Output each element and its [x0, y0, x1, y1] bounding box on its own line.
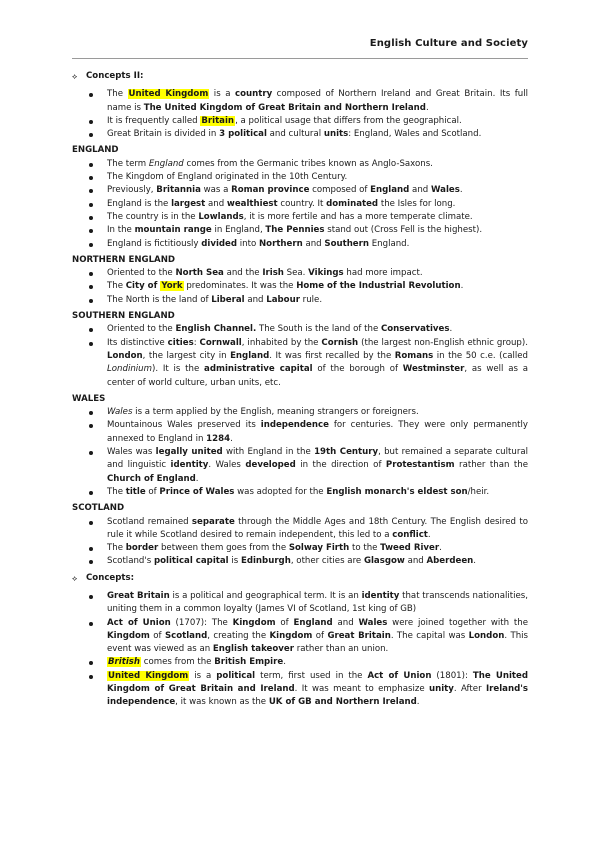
concepts-ii-heading-text: Concepts II:	[86, 71, 144, 81]
list-item: England is fictitiously divided into Northern and Southern England.	[107, 238, 528, 251]
list-item: Scotland remained separate through the Middle Ages and 18th Century. The English desired to rule it while Scotland desired to remain independent, this led to a conflict.	[107, 516, 528, 543]
list-item: Great Britain is divided in 3 political and cultural units: England, Wales and Scotland.	[107, 128, 528, 141]
england-list	[72, 158, 528, 251]
list-item: Wales was legally united with England in the 19th Century, but remained a separate cultural and linguistic identity. Wales developed in the direction of Protestantism rather than the Church of England.	[107, 446, 528, 486]
northern-england-heading: NORTHERN ENGLAND	[72, 254, 176, 265]
list-item: Oriented to the North Sea and the Irish Sea. Vikings had more impact.	[107, 267, 528, 280]
list-item: The City of York predominates. It was the Home of the Industrial Revolution.	[107, 280, 528, 293]
list-item: Scotland's political capital is Edinburgh, other cities are Glasgow and Aberdeen.	[107, 555, 528, 568]
list-item: The Kingdom of England originated in the 10th Century.	[107, 171, 528, 184]
concepts-ii-list	[72, 88, 528, 141]
list-item: Its distinctive cities: Cornwall, inhabited by the Cornish (the largest non-English ethnic group). London, the largest city in England. It was first recalled by the Romans in the 50 c.e. (called Londinium). It is the administrative capital of the borough of Westminster, as well as a center of world culture, urban units, etc.	[107, 337, 528, 390]
diamond-bullet-icon: ⟡	[72, 573, 78, 583]
list-item: The term England comes from the Germanic tribes known as Anglo-Saxons.	[107, 158, 528, 171]
list-item: Act of Union (1707): The Kingdom of England and Wales were joined together with the Kingdom of Scotland, creating the Kingdom of Great Britain. The capital was London. This event was viewed as an English takeover rather than an union.	[107, 617, 528, 657]
northern-england-list	[72, 267, 528, 307]
list-item: The border between them goes from the Solway Firth to the Tweed River.	[107, 542, 528, 555]
wales-heading: WALES	[72, 393, 106, 404]
document-body	[72, 70, 528, 710]
diamond-bullet-icon: ⟡	[72, 72, 78, 81]
highlight: Britain	[201, 115, 235, 126]
southern-england-heading: SOUTHERN ENGLAND	[72, 311, 175, 322]
list-item: The United Kingdom is a country composed of Northern Ireland and Great Britain. Its full name is The United Kingdom of Great Britain and Northern Ireland.	[107, 88, 528, 115]
header-divider	[72, 58, 528, 59]
list-item: British comes from the British Empire.	[107, 656, 528, 669]
list-item: Great Britain is a political and geographical term. It is an identity that transcends nationalities, uniting them in a common loyalty (James VI of Scotland, 1st king of GB)	[107, 590, 528, 617]
highlight: York	[161, 281, 183, 292]
list-item: Oriented to the English Channel. The South is the land of the Conservatives.	[107, 323, 528, 336]
highlight: British	[108, 657, 141, 668]
list-item: The North is the land of Liberal and Labour rule.	[107, 294, 528, 307]
concepts-ii-heading	[72, 70, 528, 83]
list-item: In the mountain range in England, The Pennies stand out (Cross Fell is the highest).	[107, 224, 528, 237]
scotland-heading: SCOTLAND	[72, 503, 125, 514]
list-item: United Kingdom is a political term, first used in the Act of Union (1801): The United Kingdom of Great Britain and Ireland. It was meant to emphasize unity. After Ireland's independence, it was known as the UK of GB and Northern Ireland.	[107, 670, 528, 710]
list-item: Mountainous Wales preserved its independence for centuries. They were only permanently annexed to England in 1284.	[107, 419, 528, 446]
scotland-list	[72, 516, 528, 569]
england-heading: ENGLAND	[72, 145, 119, 156]
list-item: England is the largest and wealthiest country. It dominated the Isles for long.	[107, 198, 528, 211]
highlight: United Kingdom	[128, 89, 209, 100]
list-item: The country is in the Lowlands, it is more fertile and has a more temperate climate.	[107, 211, 528, 224]
list-item: Previously, Britannia was a Roman province composed of England and Wales.	[107, 184, 528, 197]
page-header-title: English Culture and Society	[369, 38, 528, 49]
list-item: The title of Prince of Wales was adopted for the English monarch's eldest son/heir.	[107, 486, 528, 499]
concepts-heading-text: Concepts:	[86, 572, 135, 583]
concepts-list	[72, 590, 528, 710]
list-item: Wales is a term applied by the English, meaning strangers or foreigners.	[107, 406, 528, 419]
wales-list	[72, 406, 528, 499]
list-item: It is frequently called Britain, a political usage that differs from the geographical.	[107, 115, 528, 128]
highlight: United Kingdom	[108, 670, 189, 681]
concepts-heading	[72, 572, 528, 585]
southern-england-list	[72, 323, 528, 389]
